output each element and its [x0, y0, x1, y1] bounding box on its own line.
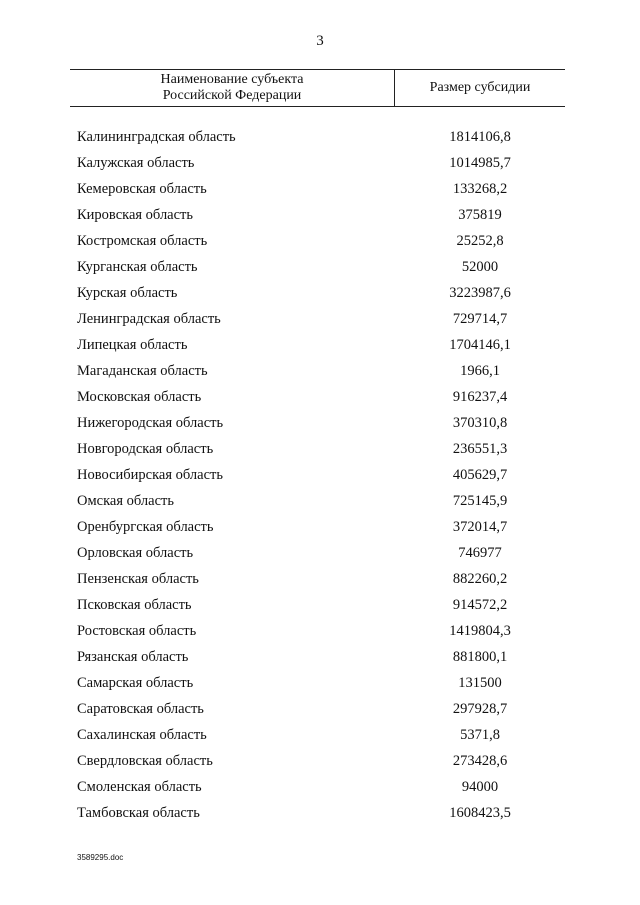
table-body: [0, 124, 640, 826]
subject-name: Сахалинская область: [77, 727, 207, 743]
table-row: [0, 254, 640, 280]
subject-name: Новосибирская область: [77, 467, 223, 483]
document-filename: 3589295.doc: [77, 853, 124, 862]
table-row: [0, 514, 640, 540]
subsidy-amount: 52000: [461, 259, 499, 275]
table-row: [0, 436, 640, 462]
table-row: [0, 540, 640, 566]
table-row: [0, 384, 640, 410]
table-row: [0, 332, 640, 358]
subject-name: Пензенская область: [77, 571, 199, 587]
subject-name: Рязанская область: [77, 649, 189, 665]
table-row: [0, 592, 640, 618]
subject-name: Калужская область: [77, 155, 195, 171]
table-row: [0, 176, 640, 202]
subject-name: Липецкая область: [77, 337, 188, 353]
table-row: [0, 774, 640, 800]
subject-name: Орловская область: [77, 545, 194, 561]
subject-name: Нижегородская область: [77, 415, 224, 431]
subsidy-amount: 297928,7: [452, 701, 508, 717]
table-row: [0, 618, 640, 644]
subsidy-amount: 882260,2: [452, 571, 508, 587]
subsidy-amount: 372014,7: [452, 519, 508, 535]
subject-name: Ростовская область: [77, 623, 197, 639]
subsidy-amount: 725145,9: [452, 493, 508, 509]
subsidy-amount: 1419804,3: [449, 623, 511, 639]
subsidy-amount: 914572,2: [452, 597, 508, 613]
subsidy-amount: 94000: [461, 779, 499, 795]
subsidy-amount: 3223987,6: [449, 285, 511, 301]
subsidy-amount: 375819: [458, 207, 502, 223]
subject-name: Свердловская область: [77, 753, 213, 769]
subject-name: Курганская область: [77, 259, 198, 275]
table-row: [0, 410, 640, 436]
subject-name: Самарская область: [77, 675, 194, 691]
table-row: [0, 800, 640, 826]
subsidy-amount: 236551,3: [452, 441, 508, 457]
subject-name: Псковская область: [77, 597, 192, 613]
subsidy-amount: 273428,6: [452, 753, 508, 769]
subsidy-amount: 131500: [458, 675, 502, 691]
table-row: [0, 280, 640, 306]
table-row: [0, 462, 640, 488]
subsidy-amount: 1966,1: [460, 363, 500, 379]
subject-name: Курская область: [77, 285, 178, 301]
subject-name: Саратовская область: [77, 701, 204, 717]
subject-name: Калининградская область: [77, 129, 236, 145]
column-header-subject: [70, 70, 395, 106]
table-row: [0, 124, 640, 150]
subject-name: Оренбургская область: [77, 519, 214, 535]
table-row: [0, 202, 640, 228]
subsidy-amount: 1014985,7: [449, 155, 511, 171]
table-row: [0, 644, 640, 670]
subsidy-amount: 916237,4: [452, 389, 508, 405]
subsidy-amount: 1704146,1: [449, 337, 511, 353]
subject-name: Московская область: [77, 389, 202, 405]
subsidy-amount: 370310,8: [452, 415, 508, 431]
table-row: [0, 488, 640, 514]
subsidy-amount: 133268,2: [452, 181, 508, 197]
subject-name: Костромская область: [77, 233, 208, 249]
subject-name: Смоленская область: [77, 779, 202, 795]
subject-name: Ленинградская область: [77, 311, 221, 327]
subsidy-amount: 881800,1: [452, 649, 508, 665]
table-header: [70, 69, 565, 107]
subsidy-amount: 729714,7: [452, 311, 508, 327]
table-row: [0, 306, 640, 332]
table-row: [0, 566, 640, 592]
page-number: 3: [316, 33, 324, 49]
subsidy-amount: 746977: [458, 545, 502, 561]
subsidy-amount: 25252,8: [456, 233, 504, 249]
table-row: [0, 150, 640, 176]
subsidy-amount: 1814106,8: [449, 129, 511, 145]
subject-name: Новгородская область: [77, 441, 214, 457]
column-header-subject-line2: Российской Федерации: [162, 88, 302, 103]
subject-name: Магаданская область: [77, 363, 208, 379]
subject-name: Кемеровская область: [77, 181, 207, 197]
table-row: [0, 358, 640, 384]
column-header-amount: Размер субсидии: [429, 80, 531, 95]
table-row: [0, 670, 640, 696]
table-row: [0, 722, 640, 748]
table-row: [0, 748, 640, 774]
subject-name: Омская область: [77, 493, 174, 509]
column-header-subject-line1: Наименование субъекта: [160, 72, 304, 87]
subsidy-amount: 405629,7: [452, 467, 508, 483]
table-row: [0, 696, 640, 722]
subsidy-amount: 5371,8: [460, 727, 500, 743]
table-row: [0, 228, 640, 254]
subject-name: Кировская область: [77, 207, 194, 223]
subsidy-amount: 1608423,5: [449, 805, 511, 821]
subject-name: Тамбовская область: [77, 805, 200, 821]
